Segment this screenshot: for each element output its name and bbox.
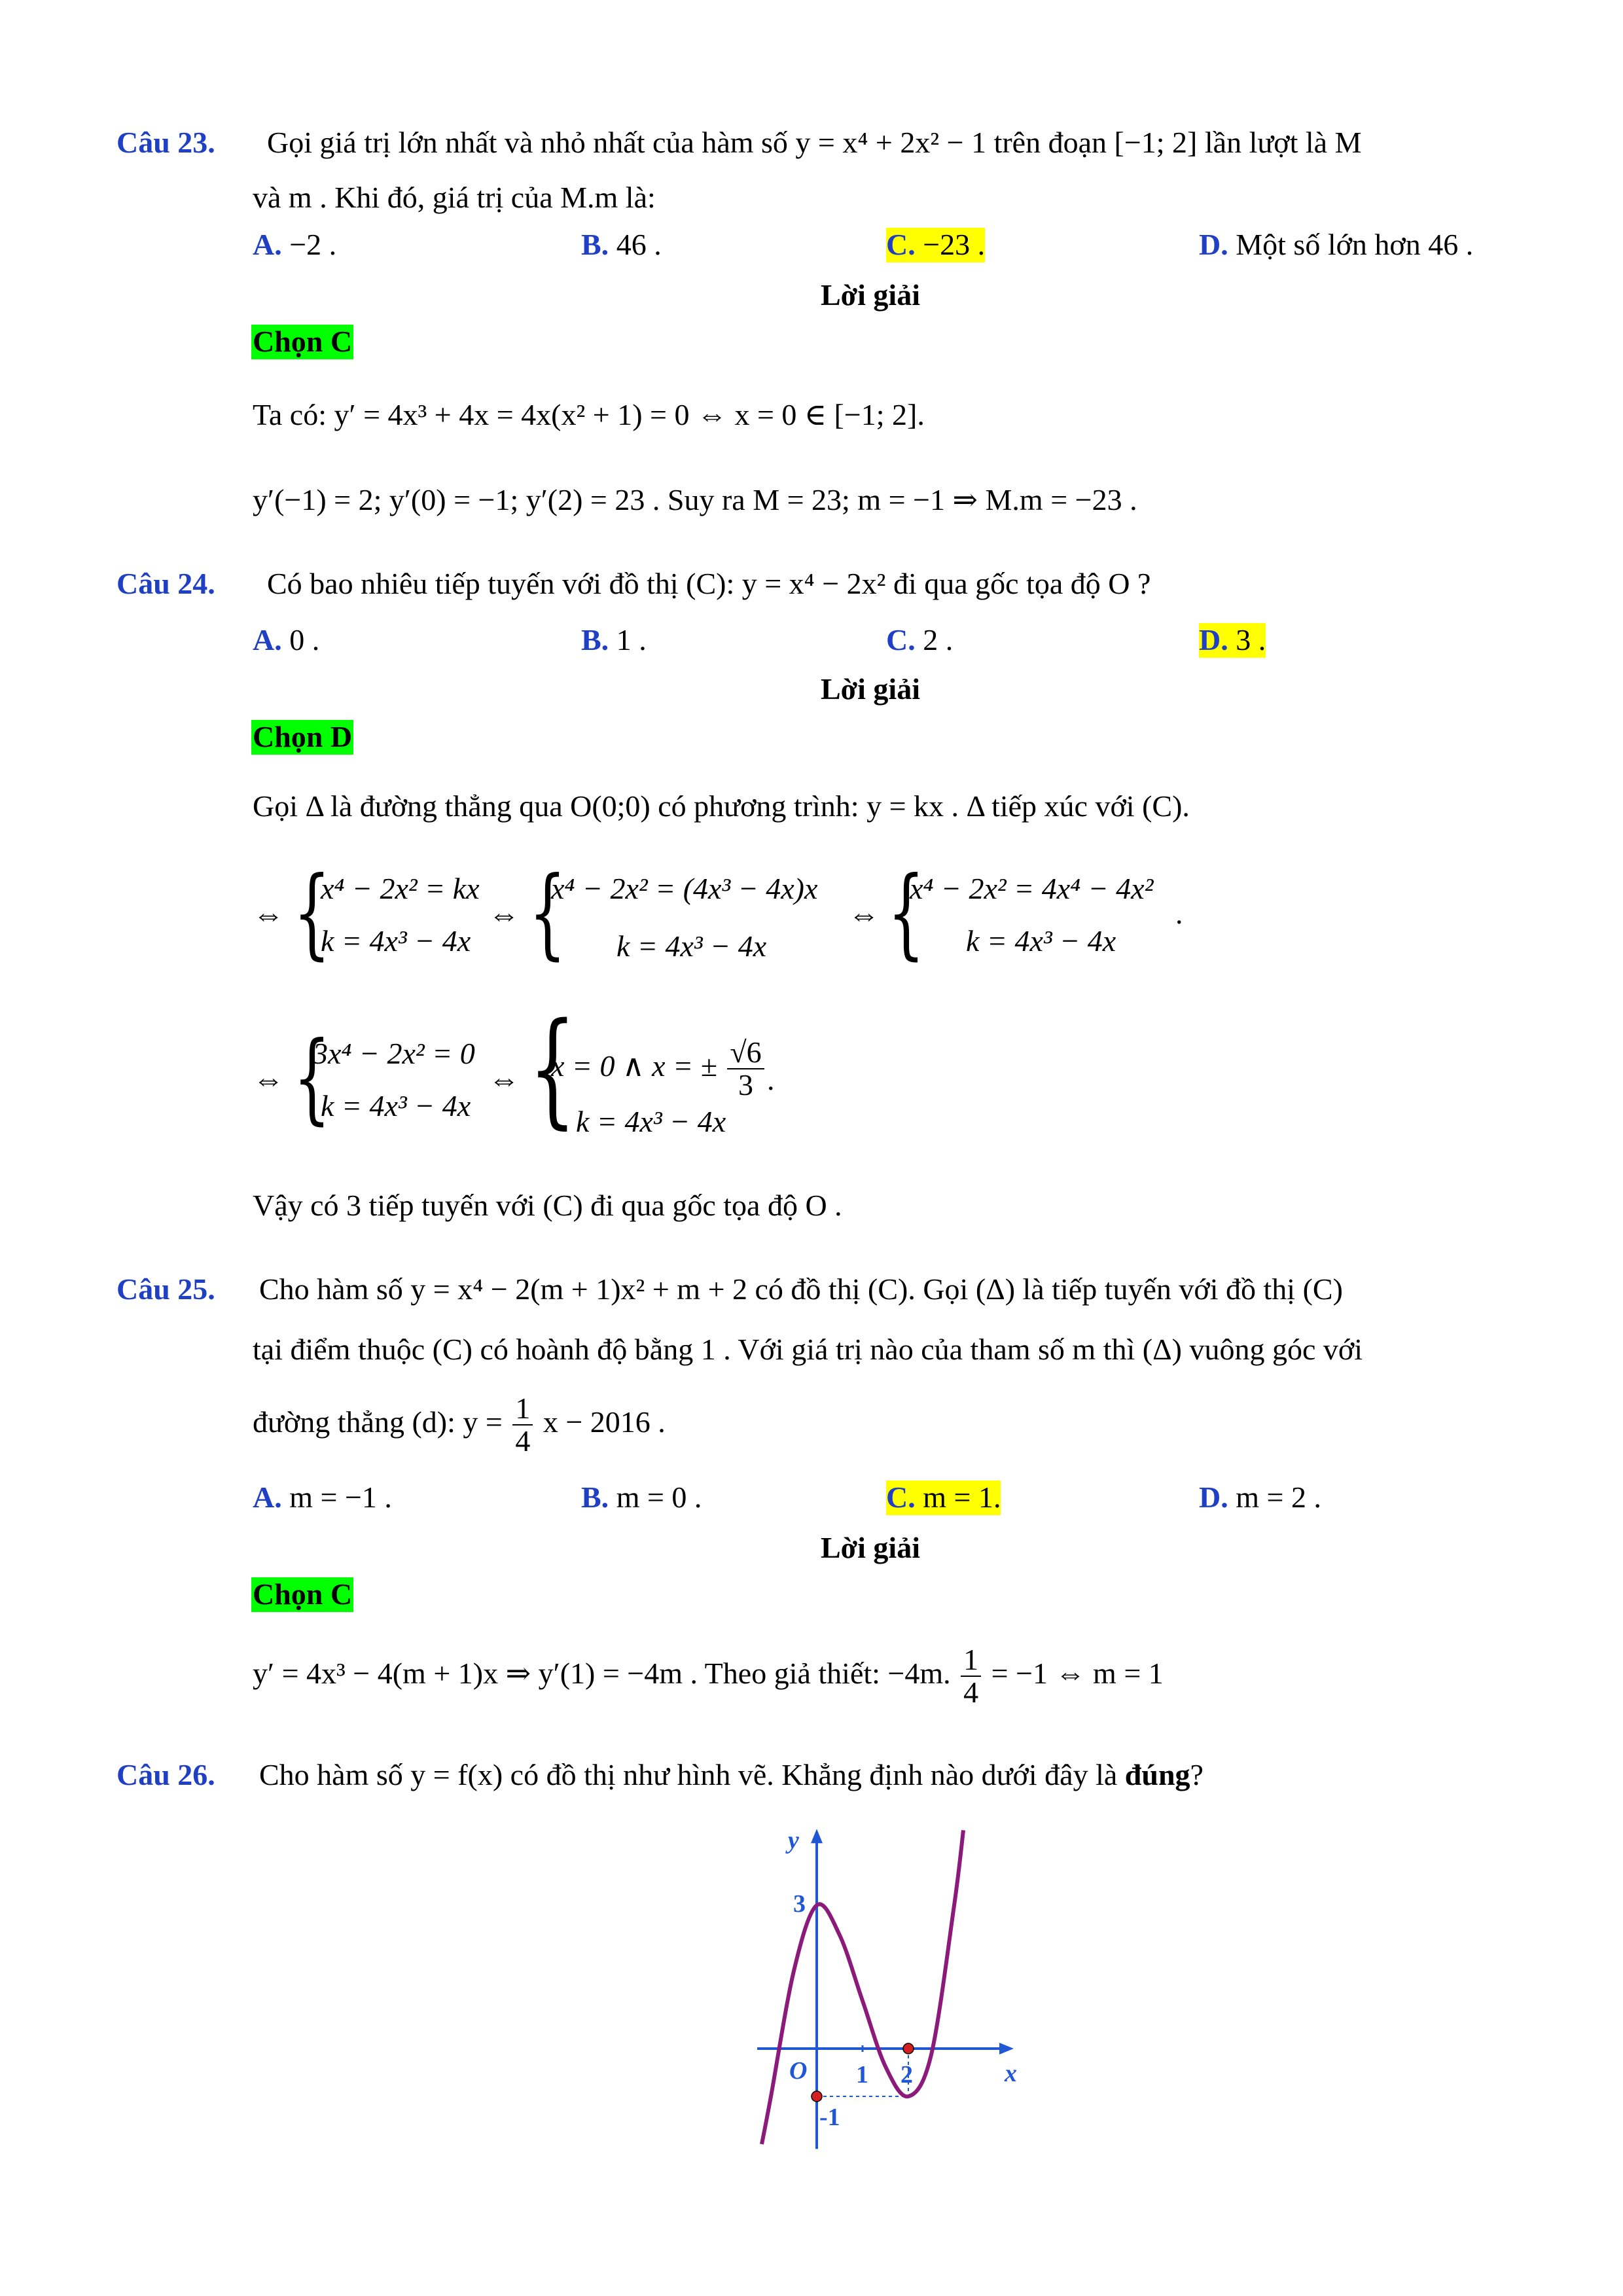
x-axis-arrow	[999, 2043, 1014, 2054]
q25-solution-line1	[253, 1644, 1164, 1709]
q24-sys5-period: .	[767, 1063, 775, 1096]
q25-option-a-letter: A.	[253, 1480, 282, 1514]
q24-iff-1: ⇔	[253, 897, 284, 932]
q24-sys1-eq2: k = 4x³ − 4x	[321, 924, 471, 958]
q24-brace-4: {	[293, 1021, 331, 1135]
marked-point-2	[903, 2043, 914, 2054]
q24-sys3-eq1: x⁴ − 2x² = 4x⁴ − 4x²	[910, 872, 1154, 905]
q23-option-b[interactable]	[581, 228, 662, 262]
q24-chosen-answer: Chọn D	[253, 720, 353, 753]
q26-stem-text: Cho hàm số y = f(x) có đồ thị như hình vẽ. Khẳng định nào dưới đây là	[259, 1758, 1125, 1791]
q24-solution-line1: Gọi Δ là đường thẳng qua O(0;0) có phương trình: y = kx . Δ tiếp xúc với (C).	[253, 789, 1190, 823]
q24-option-d[interactable]	[1199, 623, 1266, 658]
function-graph	[720, 1826, 1060, 2160]
q23-option-a[interactable]	[253, 228, 336, 262]
q24-sys2-eq2: k = 4x³ − 4x	[616, 929, 767, 963]
marked-point-1	[812, 2091, 822, 2102]
q23-chosen-answer: Chọn C	[253, 325, 353, 358]
q24-option-a[interactable]	[253, 623, 319, 658]
q23-option-c-letter: C.	[886, 228, 916, 261]
q26-stem-end: ?	[1190, 1758, 1204, 1791]
q25-stem-line3-b: x − 2016 .	[543, 1405, 666, 1439]
q25-solution-fraction	[961, 1644, 981, 1709]
q25-solution-fraction-num: 1	[961, 1644, 981, 1677]
q25-option-a[interactable]	[253, 1480, 392, 1515]
q25-solution-heading: Lời giải	[821, 1531, 920, 1564]
q25-option-c-value: m = 1.	[915, 1480, 1001, 1514]
q24-brace-3: {	[887, 856, 925, 970]
q24-option-c-value: 2 .	[915, 623, 954, 656]
q25-stem-line3	[253, 1393, 666, 1458]
q25-stem-line2: tại điểm thuộc (C) có hoành độ bằng 1 . Với giá trị nào của tham số m thì (Δ) vuông góc với	[253, 1333, 1363, 1366]
q23-solution-heading: Lời giải	[821, 278, 920, 312]
q23-option-b-letter: B.	[581, 228, 609, 261]
q25-solution-fraction-den: 4	[963, 1676, 979, 1710]
q23-label: Câu 23.	[116, 126, 215, 159]
q24-option-c-letter: C.	[886, 623, 916, 656]
q24-solution-heading: Lời giải	[821, 672, 920, 706]
origin-label: O	[789, 2057, 808, 2085]
q26-stem-bold: đúng	[1124, 1758, 1190, 1791]
q25-option-d-letter: D.	[1199, 1480, 1228, 1514]
q24-stem: Có bao nhiêu tiếp tuyến với đồ thị (C): y = x⁴ − 2x² đi qua gốc tọa độ O ?	[267, 567, 1151, 600]
q26-label: Câu 26.	[116, 1758, 215, 1791]
q24-option-a-value: 0 .	[281, 623, 320, 656]
q23-option-d-letter: D.	[1199, 228, 1228, 261]
q25-stem-fraction	[512, 1393, 533, 1458]
q23-solution-line2: y′(−1) = 2; y′(0) = −1; y′(2) = 23 . Suy ra M = 23; m = −1 ⇒ M.m = −23 .	[253, 483, 1137, 516]
q25-option-b-value: m = 0 .	[609, 1480, 702, 1514]
q23-option-a-letter: A.	[253, 228, 282, 261]
q24-option-b-value: 1 .	[609, 623, 647, 656]
y-axis-label: y	[788, 1827, 799, 1855]
q24-option-a-letter: A.	[253, 623, 282, 656]
q24-sys1-eq1: x⁴ − 2x² = kx	[321, 872, 480, 905]
q25-option-b-letter: B.	[581, 1480, 609, 1514]
q24-iff-4: ⇔	[253, 1062, 284, 1097]
q25-option-d-value: m = 2 .	[1228, 1480, 1321, 1514]
tick-label-3: 3	[793, 1890, 806, 1918]
q24-iff-2: ⇔	[488, 897, 520, 932]
q25-chosen-answer: Chọn C	[253, 1577, 353, 1611]
q24-option-c[interactable]	[886, 623, 953, 658]
q24-sys5-eq1	[551, 1037, 767, 1102]
q25-option-c[interactable]	[886, 1480, 1001, 1515]
q24-sys3-period: .	[1175, 897, 1183, 930]
q25-option-c-letter: C.	[886, 1480, 916, 1514]
q25-option-b[interactable]	[581, 1480, 702, 1515]
q23-stem-line1: Gọi giá trị lớn nhất và nhỏ nhất của hàm số y = x⁴ + 2x² − 1 trên đoạn [−1; 2] lần lượt là M	[267, 126, 1362, 159]
q24-brace-1: {	[293, 856, 331, 970]
q26-stem	[259, 1758, 1204, 1793]
q23-option-d-value: Một số lớn hơn 46 .	[1228, 228, 1474, 261]
q25-stem-line3-a: đường thẳng (d): y =	[253, 1405, 503, 1439]
function-curve	[762, 1830, 963, 2144]
q25-option-a-value: m = −1 .	[281, 1480, 392, 1514]
q23-solution-line1: Ta có: y′ = 4x³ + 4x = 4x(x² + 1) = 0 ⇔ x = 0 ∈ [−1; 2].	[253, 398, 925, 431]
q24-option-d-letter: D.	[1199, 623, 1228, 656]
q23-option-c-value: −23 .	[915, 228, 986, 261]
q24-iff-5: ⇔	[488, 1062, 520, 1097]
tick-label-minus-1: -1	[819, 2104, 840, 2131]
q24-sys4-eq1: 3x⁴ − 2x² = 0	[313, 1037, 475, 1070]
q24-conclusion: Vậy có 3 tiếp tuyến với (C) đi qua gốc tọa độ O .	[253, 1189, 842, 1222]
q25-option-d[interactable]	[1199, 1480, 1321, 1515]
q24-sys5-eq2: k = 4x³ − 4x	[576, 1105, 726, 1138]
tick-label-2: 2	[901, 2061, 913, 2089]
q25-solution-line1-b: = −1 ⇔ m = 1	[991, 1656, 1164, 1690]
q23-option-a-value: −2 .	[281, 228, 337, 261]
x-axis-label: x	[1005, 2060, 1017, 2087]
tick-label-1: 1	[856, 2061, 868, 2089]
q24-option-b-letter: B.	[581, 623, 609, 656]
q23-option-d[interactable]	[1199, 228, 1473, 262]
q23-option-b-value: 46 .	[609, 228, 662, 261]
q24-option-b[interactable]	[581, 623, 647, 658]
q25-stem-fraction-den: 4	[515, 1424, 531, 1458]
q25-label: Câu 25.	[116, 1272, 215, 1306]
y-axis-arrow	[811, 1829, 823, 1843]
q24-brace-5: {	[529, 996, 577, 1141]
q24-sys5-fraction	[727, 1037, 764, 1102]
q24-sys3-eq2: k = 4x³ − 4x	[966, 924, 1116, 958]
q23-stem-line2: và m . Khi đó, giá trị của M.m là:	[253, 181, 656, 214]
q25-solution-line1-a: y′ = 4x³ − 4(m + 1)x ⇒ y′(1) = −4m . Theo giả thiết: −4m.	[253, 1656, 951, 1690]
q24-brace-2: {	[529, 856, 567, 970]
q24-sys5-eq1-text: x = 0 ∧ x = ±	[551, 1049, 717, 1083]
q24-sys4-eq2: k = 4x³ − 4x	[321, 1089, 471, 1122]
graph-curve-group	[762, 1830, 963, 2144]
q24-sys5-fraction-den: 3	[738, 1068, 753, 1102]
graph-axes	[757, 1829, 1014, 2149]
q25-stem-fraction-num: 1	[512, 1393, 533, 1426]
q25-stem-line1: Cho hàm số y = x⁴ − 2(m + 1)x² + m + 2 có đồ thị (C). Gọi (Δ) là tiếp tuyến với đồ thị (C)	[259, 1272, 1343, 1306]
q24-option-d-value: 3 .	[1228, 623, 1266, 656]
q24-sys2-eq1: x⁴ − 2x² = (4x³ − 4x)x	[551, 872, 818, 905]
q23-option-c[interactable]	[886, 228, 985, 262]
q24-iff-3: ⇔	[848, 897, 880, 932]
q24-label: Câu 24.	[116, 567, 215, 600]
graph-labels	[785, 1827, 1017, 2131]
q24-sys5-fraction-num: √6	[727, 1037, 764, 1069]
